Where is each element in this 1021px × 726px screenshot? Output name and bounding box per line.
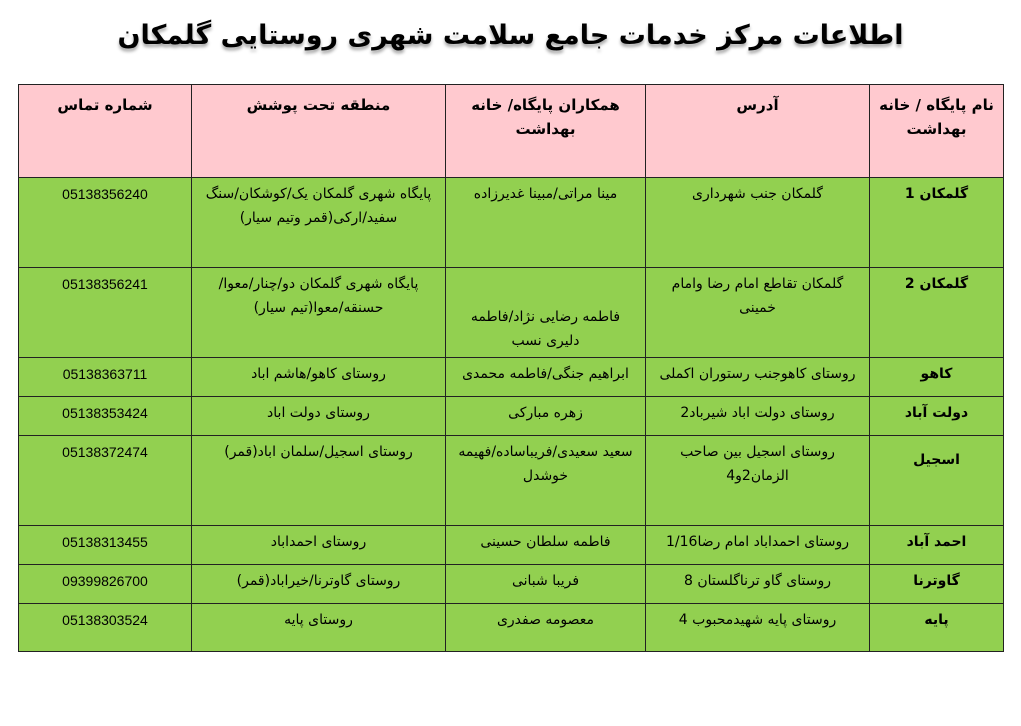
center-address: روستای احمداباد امام رضا1/16 [646,526,870,565]
table-row [19,436,1004,526]
center-name: احمد آباد [870,526,1004,565]
center-phone: 05138356240 [19,178,192,268]
table-header-row [19,85,1004,178]
table-row [19,565,1004,604]
center-staff: معصومه صفدری [446,604,646,652]
center-staff: فاطمه رضایی نژاد/فاطمه دلیری نسب [446,268,646,358]
center-phone: 09399826700 [19,565,192,604]
center-coverage: پایگاه شهری گلمکان دو/چنار/معوا/حسنقه/معوا(تیم سیار) [192,268,446,358]
center-staff: سعید سعیدی/فریباساده/فهیمه خوشدل [446,436,646,526]
table-row [19,604,1004,652]
center-name: پایه [870,604,1004,652]
center-staff: مینا مراتی/مبینا غدیرزاده [446,178,646,268]
center-coverage: روستای اسجیل/سلمان اباد(قمر) [192,436,446,526]
table-row [19,526,1004,565]
center-staff: فاطمه سلطان حسینی [446,526,646,565]
table-row [19,178,1004,268]
center-name: کاهو [870,358,1004,397]
center-address: روستای اسجیل بین صاحب الزمان2و4 [646,436,870,526]
header-phone: شماره تماس [19,85,192,178]
center-staff: زهره مبارکی [446,397,646,436]
center-name: گاوترنا [870,565,1004,604]
center-phone: 05138363711 [19,358,192,397]
center-coverage: روستای کاهو/هاشم اباد [192,358,446,397]
header-coverage: منطقه تحت پوشش [192,85,446,178]
center-phone: 05138356241 [19,268,192,358]
center-address: روستای گاو ترناگلستان 8 [646,565,870,604]
center-address: گلمکان تقاطع امام رضا وامام خمینی [646,268,870,358]
center-staff: ابراهیم جنگی/فاطمه محمدی [446,358,646,397]
center-address: روستای کاهوجنب رستوران اکملی [646,358,870,397]
header-staff: همکاران پایگاه/ خانه بهداشت [446,85,646,178]
page-title: اطلاعات مرکز خدمات جامع سلامت شهری روستایی گلمکان [117,20,904,51]
header-address: آدرس [646,85,870,178]
center-phone: 05138303524 [19,604,192,652]
table-row [19,397,1004,436]
table-row [19,268,1004,358]
center-staff: فریبا شبانی [446,565,646,604]
center-phone: 05138313455 [19,526,192,565]
table-row [19,358,1004,397]
center-name: اسجیل [870,436,1004,526]
center-address: روستای پایه شهیدمحبوب 4 [646,604,870,652]
center-name: دولت آباد [870,397,1004,436]
center-coverage: روستای احمداباد [192,526,446,565]
center-name: گلمکان 2 [870,268,1004,358]
center-coverage: روستای گاوترنا/خیراباد(قمر) [192,565,446,604]
center-coverage: روستای پایه [192,604,446,652]
center-coverage: روستای دولت اباد [192,397,446,436]
center-name: گلمکان 1 [870,178,1004,268]
center-address: گلمکان جنب شهرداری [646,178,870,268]
center-phone: 05138372474 [19,436,192,526]
health-centers-table [18,84,1004,652]
center-address: روستای دولت اباد شیرباد2 [646,397,870,436]
center-phone: 05138353424 [19,397,192,436]
center-coverage: پایگاه شهری گلمکان یک/کوشکان/سنگ سفید/ارکی(قمر وتیم سیار) [192,178,446,268]
header-name: نام پایگاه / خانه بهداشت [870,85,1004,178]
